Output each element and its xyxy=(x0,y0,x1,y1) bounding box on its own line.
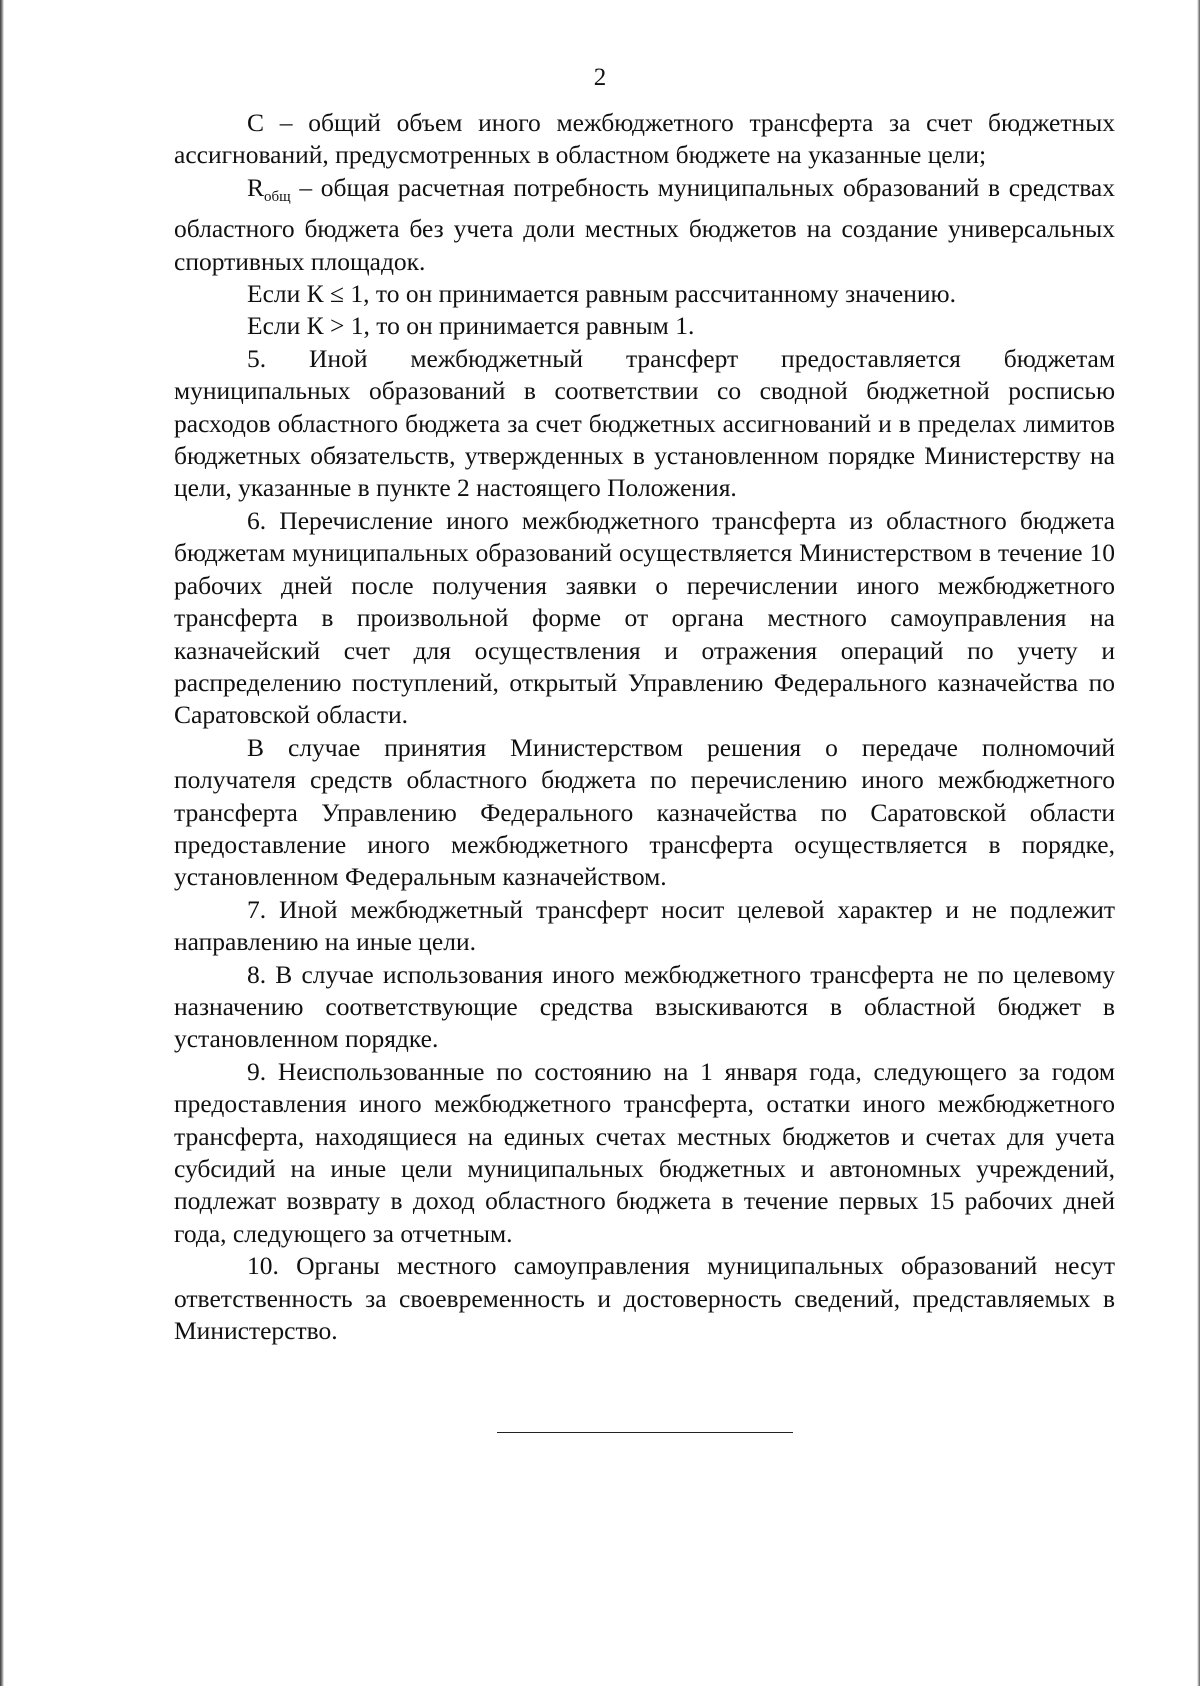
paragraph-item-6: 6. Перечисление иного межбюджетного трансферта из областного бюджета бюджетам муниципальных образований осуществляется Министерством в течение 10 рабочих дней после получения заявки о перечислении иного межбюджетного трансферта в произвольной форме от органа местного самоуправления на казначейский счет для осуществления и отражения операций по учету и распределению поступлений, открытый Управлению Федерального казначейства по Саратовской области. xyxy=(174,505,1115,730)
formula-subscript: общ xyxy=(264,188,291,205)
paragraph-item-9: 9. Неиспользованные по состоянию на 1 января года, следующего за годом предоставления иного межбюджетного трансферта, остатки иного межбюджетного трансферта, находящиеся на единых счетах местных бюджетов и счетах для учета субсидий на иные цели муниципальных бюджетных и автономных учреждений, подлежат возврату в доход областного бюджета в течение первых 15 рабочих дней года, следующего за отчетным. xyxy=(174,1056,1115,1248)
page-number: 2 xyxy=(593,64,607,91)
paragraph-r-definition xyxy=(174,172,1115,278)
document-body xyxy=(174,107,1115,1347)
paragraph-item-7: 7. Иной межбюджетный трансферт носит целевой характер и не подлежит направлению на иные цели. xyxy=(174,894,1115,957)
paragraph-r-text: – общая расчетная потребность муниципальных образований в средствах областного бюджета без учета доли местных бюджетов на создание универсальных спортивных площадок. xyxy=(174,172,1115,276)
scan-edge-left xyxy=(0,0,4,1686)
paragraph-c-definition: С – общий объем иного межбюджетного трансферта за счет бюджетных ассигнований, предусмотренных в областном бюджете на указанные цели; xyxy=(174,108,1115,170)
paragraph-k-gt-1: Если К > 1, то он принимается равным 1. xyxy=(247,311,695,341)
formula-symbol: R xyxy=(247,172,265,202)
paragraph-item-10: 10. Органы местного самоуправления муниципальных образований несут ответственность за своевременность и достоверность сведений, представляемых в Министерство. xyxy=(174,1251,1115,1346)
paragraph-item-8: 8. В случае использования иного межбюджетного трансферта не по целевому назначению соответствующие средства взыскиваются в областной бюджет в установленном порядке. xyxy=(174,959,1115,1054)
paragraph-k-le-1: Если К ≤ 1, то он принимается равным рассчитанному значению. xyxy=(247,279,956,309)
paragraph-item-5: 5. Иной межбюджетный трансферт предоставляется бюджетам муниципальных образований в соответствии со сводной бюджетной росписью расходов областного бюджета за счет бюджетных ассигнований и в пределах лимитов бюджетных обязательств, утвержденных в установленном порядке Министерству на цели, указанные в пункте 2 настоящего Положения. xyxy=(174,343,1115,503)
end-of-document-rule xyxy=(497,1432,793,1433)
paragraph-item-6-continued: В случае принятия Министерством решения о передаче полномочий получателя средств областного бюджета по перечислению иного межбюджетного трансферта Управлению Федерального казначейства по Саратовской области предоставление иного межбюджетного трансферта осуществляется в порядке, установленном Федеральным казначейством. xyxy=(174,732,1115,892)
